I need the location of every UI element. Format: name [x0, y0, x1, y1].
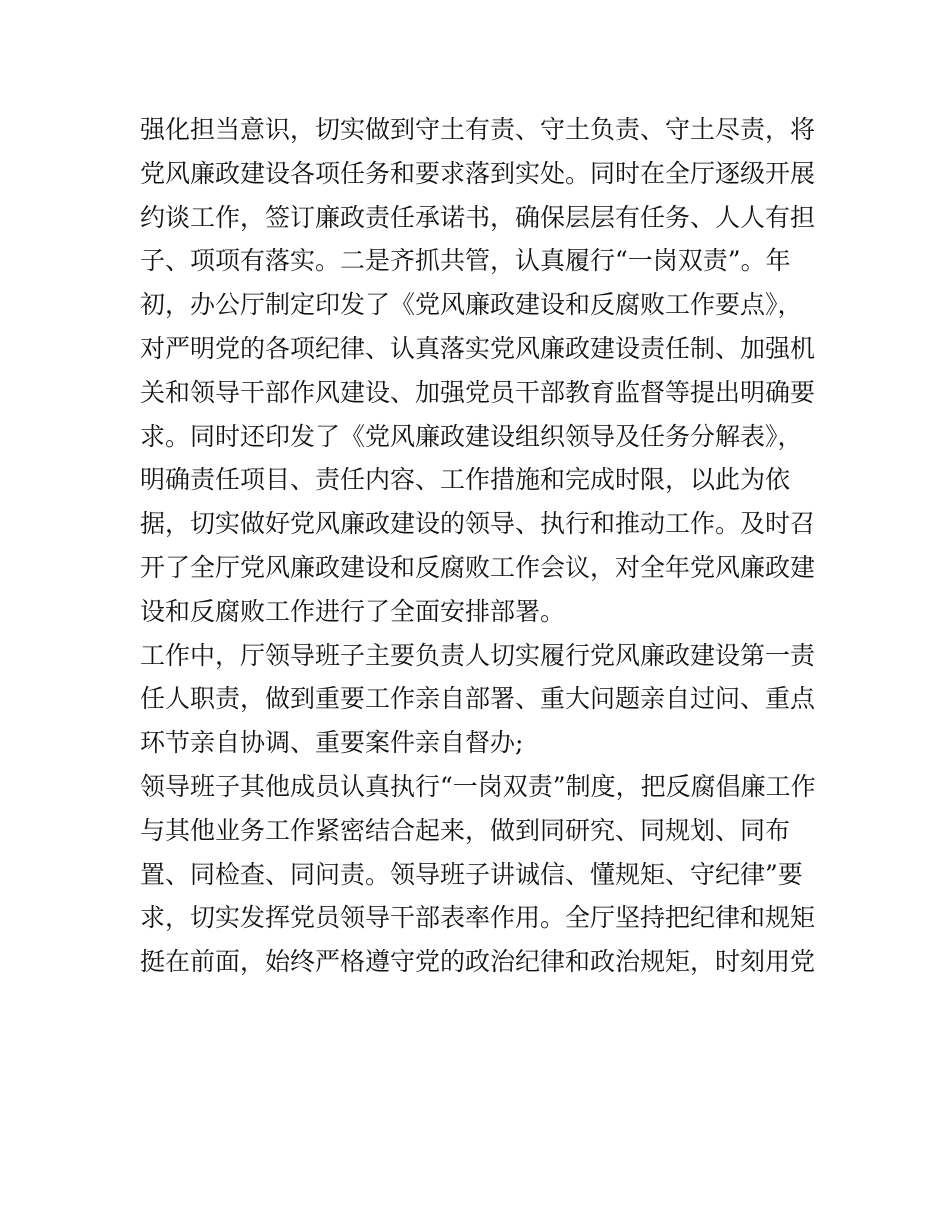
text-line: 初，办公厅制定印发了《党风廉政建设和反腐败工作要点》，: [140, 290, 803, 320]
text-line: 开了全厅党风廉政建设和反腐败工作会议，对全年党风廉政建: [140, 552, 816, 582]
text-line: 任人职责，做到重要工作亲自部署、重大问题亲自过问、重点: [140, 684, 816, 714]
text-line: 对严明党的各项纪律、认真落实党风廉政建设责任制、加强机: [140, 333, 816, 363]
text-line: 约谈工作，签订廉政责任承诺书，确保层层有任务、人人有担: [140, 202, 816, 232]
text-line: 环节亲自协调、重要案件亲自督办;: [140, 728, 524, 758]
text-line: 置、同检查、同问责。领导班子讲诚信、懂规矩、守纪律”要: [140, 859, 803, 889]
text-line: 与其他业务工作紧密结合起来，做到同研究、同规划、同布: [140, 815, 791, 845]
text-line: 子、项项有落实。二是齐抓共管，认真履行“一岗双责”。年: [140, 246, 791, 276]
body-text: [140, 108, 820, 984]
text-line: 领导班子其他成员认真执行“一岗双责”制度，把反腐倡廉工作: [140, 771, 816, 801]
text-line: 据，切实做好党风廉政建设的领导、执行和推动工作。及时召: [140, 509, 816, 539]
text-line: 强化担当意识，切实做到守土有责、守土负责、守土尽责，将: [140, 115, 816, 144]
text-line: 党风廉政建设各项任务和要求落到实处。同时在全厅逐级开展: [140, 158, 816, 188]
text-line: 工作中，厅领导班子主要负责人切实履行党风廉政建设第一责: [140, 640, 816, 670]
text-line: 求，切实发挥党员领导干部表率作用。全厅坚持把纪律和规矩: [140, 903, 816, 933]
text-line: 设和反腐败工作进行了全面安排部署。: [140, 596, 566, 626]
text-line: 挺在前面，始终严格遵守党的政治纪律和政治规矩，时刻用党: [140, 947, 816, 977]
text-line: 求。同时还印发了《党风廉政建设组织领导及任务分解表》，: [140, 421, 803, 451]
text-line: 明确责任项目、责任内容、工作措施和完成时限，以此为依: [140, 465, 791, 495]
text-line: 关和领导干部作风建设、加强党员干部教育监督等提出明确要: [140, 377, 816, 407]
